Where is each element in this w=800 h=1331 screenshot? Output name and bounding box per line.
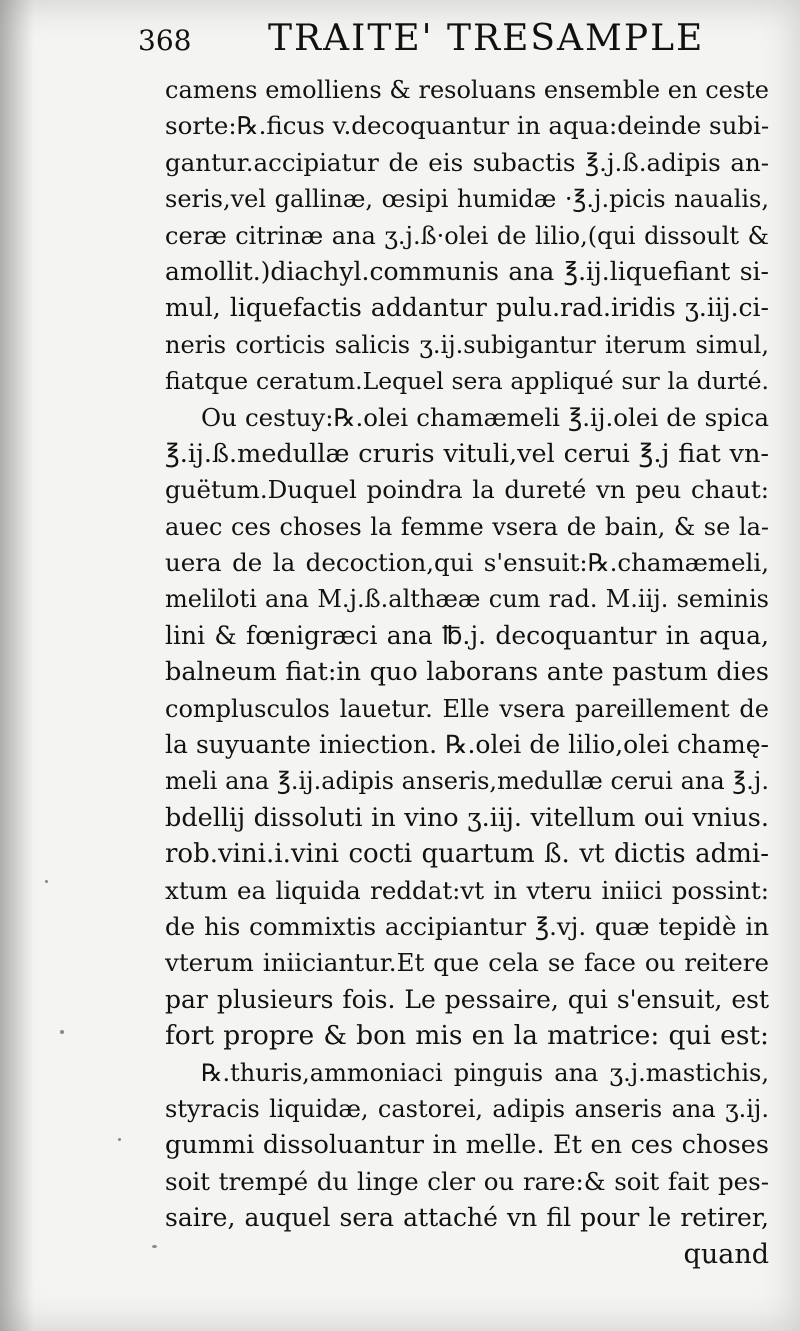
text-line: xtum ea liquida reddat:vt in vteru iniici possint: <box>165 875 769 905</box>
text-line: gummi dissoluantur in melle. Et en ces choses <box>165 1130 769 1161</box>
text-line: amollit.)diachyl.communis ana ℥.ij.liquefiant si- <box>165 256 769 286</box>
paper-speck <box>118 1138 121 1141</box>
text-line: camens emolliens & resoluans ensemble en ceste <box>165 76 769 104</box>
text-line: par plusieurs fois. Le pessaire, qui s'ensuit, est <box>165 984 769 1014</box>
text-line: meliloti ana M.j.ß.althææ cum rad. M.iij. seminis <box>165 585 769 614</box>
text-block <box>165 72 769 1273</box>
text-line: rob.vini.i.vini cocti quartum ß. vt dictis admi- <box>165 839 769 870</box>
text-line: de his commixtis accipiantur ℥.vj. quæ tepidè in <box>165 911 769 941</box>
text-line: soit trempé du linge cler ou rare:& soit fait pes- <box>165 1166 769 1196</box>
text-line: ℥.ij.ß.medullæ cruris vituli,vel cerui ℥.j fiat vn- <box>165 438 769 469</box>
text-line: ℞.thuris,ammoniaci pinguis ana ʒ.j.mastichis, <box>201 1058 769 1087</box>
text-line: saire, auquel sera attaché vn fil pour le retirer, <box>165 1203 769 1233</box>
text-line-paragraph-start: Ou cestuy:℞.olei chamæmeli ℥.ij.olei de spica <box>201 402 769 432</box>
text-line: lini & fœnigræci ana ℔.j. decoquantur in aqua, <box>165 620 769 650</box>
text-line: auec ces choses la femme vsera de bain, & se la- <box>165 512 769 541</box>
catchword: quand <box>683 1238 769 1270</box>
paper-speck <box>152 1245 157 1248</box>
text-line: gantur.accipiatur de eis subactis ℥.j.ß.adipis an- <box>165 147 769 177</box>
text-line: complusculos lauetur. Elle vsera pareillement de <box>165 694 769 723</box>
text-line: mul, liquefactis addantur pulu.rad.iridis ʒ.iij.ci- <box>165 293 769 323</box>
text-line: meli ana ℥.ij.adipis anseris,medullæ cerui ana ℥.j. <box>165 767 769 796</box>
text-line: la suyuante iniection. ℞.olei de lilio,olei chamę- <box>165 730 769 760</box>
text-line: vterum iniiciantur.Et que cela se face ou reitere <box>165 948 769 978</box>
paper-speck <box>60 1030 64 1034</box>
text-line: neris corticis salicis ʒ.ij.subigantur iterum simul, <box>165 330 769 359</box>
text-line: sorte:℞.ficus v.decoquantur in aqua:deinde subi- <box>165 111 770 141</box>
text-line: fort propre & bon mis en la matrice: qui est: <box>165 1020 769 1052</box>
text-line: fiatque ceratum.Lequel sera appliqué sur la durté. <box>165 367 769 396</box>
text-line: styracis liquidæ, castorei, adipis anseris ana ʒ.ij. <box>165 1094 769 1123</box>
text-line: seris,vel gallinæ, œsipi humidæ ·℥.j.picis naualis, <box>165 185 769 214</box>
text-line: ceræ citrinæ ana ʒ.j.ß·olei de lilio,(qui dissoult & <box>165 221 769 250</box>
paper-speck <box>45 880 48 883</box>
page-number: 368 <box>138 24 192 57</box>
text-line: balneum fiat:in quo laborans ante pastum dies <box>165 657 769 688</box>
text-line: guëtum.Duquel poindra la dureté vn peu chaut: <box>165 475 769 505</box>
running-head <box>138 18 760 68</box>
text-line: bdellij dissoluti in vino ʒ.iij. vitellum oui vnius. <box>165 802 769 833</box>
binding-shadow <box>0 0 34 1331</box>
text-line: uera de la decoction,qui s'ensuit:℞.chamæmeli, <box>165 548 769 578</box>
running-title: TRAITE' TRESAMPLE <box>268 18 705 59</box>
